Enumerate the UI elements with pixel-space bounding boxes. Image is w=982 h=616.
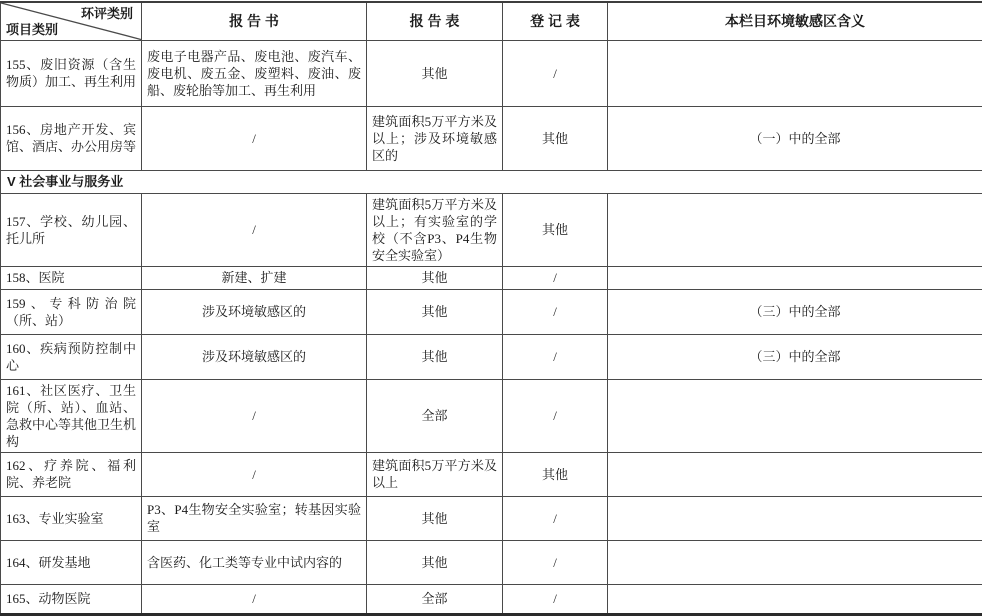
cell-sensitive-area-meaning: （一）中的全部: [608, 106, 982, 170]
cell-report-form: 全部: [367, 584, 503, 614]
cell-report-book: /: [142, 193, 367, 266]
cell-project-category: 165、动物医院: [1, 584, 142, 614]
cell-registration-form: /: [503, 334, 608, 379]
table-row: [1, 193, 982, 266]
cell-report-book: 涉及环境敏感区的: [142, 289, 367, 334]
cell-report-book: /: [142, 584, 367, 614]
cell-registration-form: /: [503, 379, 608, 452]
cell-report-book: /: [142, 106, 367, 170]
cell-registration-form: /: [503, 266, 608, 289]
table-row: [1, 266, 982, 289]
cell-sensitive-area-meaning: [608, 584, 982, 614]
table-row: [1, 40, 982, 106]
cell-report-book: 废电子电器产品、废电池、废汽车、废电机、废五金、废塑料、废油、废船、废轮胎等加工、再生利用: [142, 40, 367, 106]
cell-report-book: P3、P4生物安全实验室；转基因实验室: [142, 496, 367, 540]
cell-report-book: 新建、扩建: [142, 266, 367, 289]
cell-report-form: 其他: [367, 289, 503, 334]
cell-project-category: 161、社区医疗、卫生院（所、站）、血站、急救中心等其他卫生机构: [1, 379, 142, 452]
cell-project-category: 159、专科防治院（所、站）: [1, 289, 142, 334]
cell-registration-form: 其他: [503, 193, 608, 266]
table-row: [1, 496, 982, 540]
cell-project-category: 157、学校、幼儿园、托儿所: [1, 193, 142, 266]
eia-category-table: [0, 1, 982, 616]
cell-report-form: 其他: [367, 496, 503, 540]
cell-sensitive-area-meaning: [608, 496, 982, 540]
section-label: V 社会事业与服务业: [1, 170, 982, 193]
cell-registration-form: /: [503, 289, 608, 334]
table-row: [1, 379, 982, 452]
cell-report-form: 建筑面积5万平方米及以上；有实验室的学校（不含P3、P4生物安全实验室）: [367, 193, 503, 266]
table-row: [1, 106, 982, 170]
cell-report-book: 含医药、化工类等专业中试内容的: [142, 540, 367, 584]
table-row: [1, 540, 982, 584]
cell-sensitive-area-meaning: [608, 379, 982, 452]
cell-registration-form: /: [503, 40, 608, 106]
cell-project-category: 160、疾病预防控制中心: [1, 334, 142, 379]
header-sensitive-area-meaning: 本栏目环境敏感区含义: [608, 2, 982, 40]
cell-sensitive-area-meaning: [608, 452, 982, 496]
header-report-book: 报 告 书: [142, 2, 367, 40]
cell-project-category: 156、房地产开发、宾馆、酒店、办公用房等: [1, 106, 142, 170]
cell-registration-form: 其他: [503, 106, 608, 170]
cell-project-category: 163、专业实验室: [1, 496, 142, 540]
cell-sensitive-area-meaning: [608, 40, 982, 106]
table-row: [1, 289, 982, 334]
cell-report-book: /: [142, 379, 367, 452]
cell-project-category: 164、研发基地: [1, 540, 142, 584]
cell-sensitive-area-meaning: （三）中的全部: [608, 289, 982, 334]
header-report-form: 报 告 表: [367, 2, 503, 40]
section-row: [1, 170, 982, 193]
cell-registration-form: /: [503, 584, 608, 614]
cell-sensitive-area-meaning: （三）中的全部: [608, 334, 982, 379]
cell-report-form: 建筑面积5万平方米及以上；涉及环境敏感区的: [367, 106, 503, 170]
cell-registration-form: 其他: [503, 452, 608, 496]
cell-sensitive-area-meaning: [608, 266, 982, 289]
table-row: [1, 452, 982, 496]
cell-report-form: 全部: [367, 379, 503, 452]
cell-sensitive-area-meaning: [608, 193, 982, 266]
cell-project-category: 162、疗养院、福利院、养老院: [1, 452, 142, 496]
cell-report-form: 其他: [367, 540, 503, 584]
corner-label-eia-category: 环评类别: [81, 5, 133, 22]
table-row: [1, 334, 982, 379]
cell-project-category: 158、医院: [1, 266, 142, 289]
cell-report-book: 涉及环境敏感区的: [142, 334, 367, 379]
cell-sensitive-area-meaning: [608, 540, 982, 584]
header-registration-form: 登 记 表: [503, 2, 608, 40]
corner-header-cell: [1, 2, 142, 40]
corner-label-project-category: 项目类别: [6, 21, 58, 38]
cell-report-form: 建筑面积5万平方米及以上: [367, 452, 503, 496]
cell-report-form: 其他: [367, 40, 503, 106]
cell-report-book: /: [142, 452, 367, 496]
cell-report-form: 其他: [367, 334, 503, 379]
table-body: [1, 40, 982, 614]
header-row: [1, 2, 982, 40]
cell-report-form: 其他: [367, 266, 503, 289]
table-row: [1, 584, 982, 614]
cell-project-category: 155、废旧资源（含生物质）加工、再生利用: [1, 40, 142, 106]
cell-registration-form: /: [503, 496, 608, 540]
cell-registration-form: /: [503, 540, 608, 584]
